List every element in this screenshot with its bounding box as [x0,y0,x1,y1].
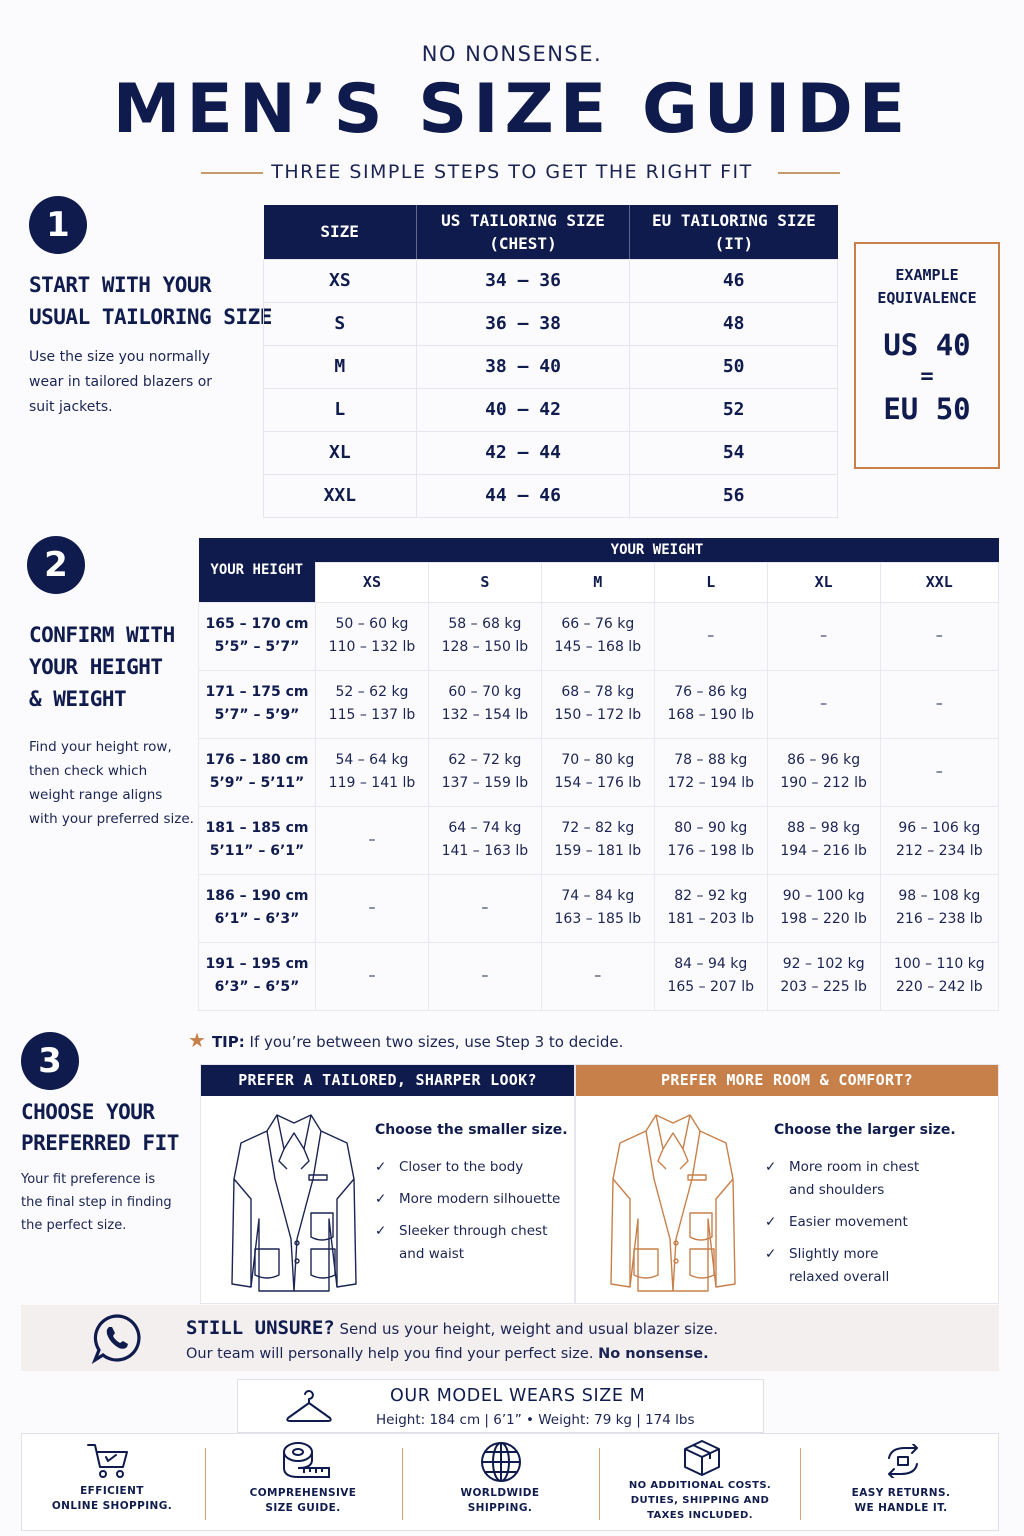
step-3-desc-line: Your fit preference is [21,1172,156,1187]
example-equals: = [920,364,934,389]
height-cell [199,874,316,942]
feature-line: DUTIES, SHIPPING AND [630,1495,770,1506]
returns-icon [881,1444,925,1478]
divider [599,1448,600,1520]
weight-kg: – [935,695,943,712]
weight-lb: 159 – 181 lb [554,843,642,859]
features-footer [21,1433,999,1531]
tailored-fit-list [375,1156,565,1275]
fit-list-item: ✓ More room in chest and shoulders [765,1156,930,1202]
feature-line: EFFICIENT [80,1485,144,1497]
step-1-desc-line: wear in tailored blazers or [29,374,213,390]
height-ft: 5’9” – 5’11” [209,775,305,791]
weight-kg: 68 – 78 kg [561,684,635,700]
weight-lb: 176 – 198 lb [667,843,755,859]
feature-line: WORLDWIDE [460,1487,540,1499]
height-ft: 5’11” – 6’1” [209,843,305,859]
height-cell [199,806,316,874]
table-row [199,874,999,942]
weight-kg: 60 – 70 kg [448,684,522,700]
cell-us: 36 – 38 [416,302,630,345]
cell-size: S [264,302,417,345]
step-1-title-line: START WITH YOUR [29,273,212,297]
step-1-desc-line: Use the size you normally [29,349,211,365]
weight-lb: 141 – 163 lb [441,843,529,859]
height-weight-table [198,538,999,1011]
fit-list-item: ✓ Slightly more relaxed overall [765,1243,930,1289]
weight-lb: 212 – 234 lb [896,843,983,859]
cell-us: 38 – 40 [416,345,630,388]
height-cell [199,602,316,670]
cell-size: XL [264,431,417,474]
weight-kg: – [368,967,376,984]
cell-eu: 56 [630,474,838,517]
height-ft: 5’5” – 5’7” [214,639,300,655]
step-2-description [29,735,194,831]
weight-cell [428,806,541,874]
cell-us: 40 – 42 [416,388,630,431]
weight-kg: 90 – 100 kg [782,888,865,904]
feature-line: SHIPPING. [467,1502,533,1514]
weight-kg: 50 – 60 kg [335,616,409,632]
step-3-desc-line: the final step in finding [21,1195,172,1210]
weight-kg: – [820,627,828,644]
step-2-title-line: CONFIRM WITH [29,623,175,647]
cell-eu: 50 [630,345,838,388]
weight-lb: 220 – 242 lb [896,979,983,995]
cell-eu: 52 [630,388,838,431]
table-row [264,474,838,517]
weight-cell [654,942,767,1010]
fit-list-item: ✓ Closer to the body [375,1156,565,1179]
feature-line: TAXES INCLUDED. [647,1510,753,1521]
weight-kg: 58 – 68 kg [448,616,522,632]
weight-kg: 82 – 92 kg [674,888,748,904]
weight-kg: 84 – 94 kg [674,956,748,972]
step-3-description [21,1168,172,1237]
table-row [264,259,838,302]
example-eu: EU 50 [883,392,971,426]
feature-text [22,1484,202,1514]
col-eu-header-line: (IT) [714,233,754,253]
weight-cell [316,806,429,874]
step-2-title [29,619,175,715]
model-title: OUR MODEL WEARS SIZE M [390,1386,646,1406]
comfort-fit-list [765,1156,930,1298]
table-row [199,670,999,738]
weight-lb: 172 – 194 lb [667,775,755,791]
weight-cell [654,670,767,738]
weight-cell [541,738,654,806]
col-us-header-line: US TAILORING SIZE [441,210,605,230]
weight-kg: – [594,967,602,984]
height-ft: 6’1” – 6’3” [214,911,300,927]
weight-lb: 198 – 220 lb [780,911,867,927]
weight-lb: 110 – 132 lb [328,639,416,655]
weight-kg: 80 – 90 kg [674,820,748,836]
weight-kg: 74 – 84 kg [561,888,635,904]
weight-kg: – [481,967,489,984]
cell-us: 42 – 44 [416,431,630,474]
weight-cell [316,670,429,738]
height-cm: 181 – 185 cm [205,820,309,836]
col-us-header [416,205,630,259]
weight-lb: 119 – 141 lb [328,775,416,791]
cell-us: 44 – 46 [416,474,630,517]
height-cell [199,670,316,738]
step-2-title-line: YOUR HEIGHT [29,655,163,679]
blazer-navy-icon [229,1109,359,1294]
weight-lb: 165 – 207 lb [667,979,755,995]
tip [188,1028,623,1052]
weight-kg: 66 – 76 kg [561,616,635,632]
example-label-line: EXAMPLE [895,266,959,284]
weight-cell [767,942,880,1010]
weight-kg: 70 – 80 kg [561,752,635,768]
weight-lb: 132 – 154 lb [441,707,529,723]
cell-size: L [264,388,417,431]
cell-size: XXL [264,474,417,517]
still-unsure-text2: Our team will personally help you find your perfect size. [186,1346,594,1362]
weight-cell [541,670,654,738]
height-cm: 191 – 195 cm [205,956,309,972]
col-us-header-line: (CHEST) [489,233,557,253]
col-height-header: YOUR HEIGHT [199,538,316,602]
weight-kg: – [707,627,715,644]
weight-kg: 62 – 72 kg [448,752,522,768]
weight-lb: 168 – 190 lb [667,707,755,723]
weight-lb: 190 – 212 lb [780,775,867,791]
fit-list-item: ✓ Easier movement [765,1211,930,1234]
divider-right [778,172,840,174]
still-unsure-text: Send us your height, weight and usual blazer size. [339,1320,719,1338]
weight-kg: 86 – 96 kg [787,752,861,768]
example-label [856,264,998,310]
weight-cell [880,738,998,806]
globe-icon [479,1440,523,1484]
weight-lb: 163 – 185 lb [554,911,642,927]
feature-text [405,1486,595,1516]
tailored-fit-panel [200,1064,575,1304]
table-row [199,806,999,874]
table-row [264,431,838,474]
step-3-title-line: PREFERRED FIT [21,1131,179,1155]
height-cm: 176 – 180 cm [205,752,309,768]
comfort-fit-lead: Choose the larger size. [774,1122,956,1138]
step-3-title [21,1097,179,1159]
weight-cell [428,874,541,942]
feature-line: NO ADDITIONAL COSTS. [628,1480,772,1491]
still-unsure-line1 [186,1317,718,1339]
divider [205,1448,206,1520]
weight-lb: 216 – 238 lb [896,911,983,927]
tailored-fit-lead: Choose the smaller size. [375,1122,568,1138]
feature-no-costs [602,1434,798,1532]
weight-kg: 52 – 62 kg [335,684,409,700]
col-eu-header [630,205,838,259]
size-col-header: XXL [880,562,998,602]
divider [800,1448,801,1520]
subtitle: THREE SIMPLE STEPS TO GET THE RIGHT FIT [271,161,753,183]
example-label-line: EQUIVALENCE [877,289,977,307]
weight-cell [316,942,429,1010]
step-3-title-line: CHOOSE YOUR [21,1100,155,1124]
weight-cell [541,602,654,670]
weight-lb: 137 – 159 lb [441,775,529,791]
step-2-desc-line: weight range aligns [29,787,163,803]
size-col-header: L [654,562,767,602]
model-details: Height: 184 cm | 6’1” • Weight: 79 kg | 174 lbs [376,1412,695,1428]
weight-cell [880,806,998,874]
weight-cell [428,942,541,1010]
comfort-fit-panel [575,1064,999,1304]
col-eu-header-line: EU TAILORING SIZE [652,210,816,230]
cell-size: XS [264,259,417,302]
weight-kg: – [368,831,376,848]
cart-icon [86,1442,130,1480]
step-2-desc-line: Find your height row, [29,739,172,755]
tape-measure-icon [282,1440,332,1482]
weight-cell [428,738,541,806]
weight-cell [654,874,767,942]
feature-text [602,1478,798,1523]
feature-line: WE HANDLE IT. [854,1502,948,1514]
feature-returns [803,1434,999,1532]
weight-lb: 128 – 150 lb [441,639,529,655]
size-col-header: M [541,562,654,602]
weight-cell [654,738,767,806]
step-2-title-line: & WEIGHT [29,687,127,711]
weight-cell [880,942,998,1010]
whatsapp-icon[interactable] [91,1312,143,1364]
still-unsure-line2 [186,1346,709,1362]
weight-cell [767,602,880,670]
feature-line: COMPREHENSIVE [249,1487,357,1499]
weight-kg: 54 – 64 kg [335,752,409,768]
height-cell [199,942,316,1010]
still-unsure-banner [21,1305,999,1371]
example-equivalence-box [854,242,1000,469]
feature-text [803,1486,999,1516]
height-cm: 171 – 175 cm [205,684,309,700]
weight-cell [428,602,541,670]
model-info [237,1379,764,1433]
weight-cell [654,806,767,874]
weight-cell [880,874,998,942]
weight-cell [880,602,998,670]
weight-cell [428,670,541,738]
step-2-desc-line: then check which [29,763,148,779]
weight-cell [767,670,880,738]
tip-text: If you’re between two sizes, use Step 3 to decide. [249,1033,624,1051]
cell-us: 34 – 36 [416,259,630,302]
table-row [199,602,999,670]
step-1-title-line: USUAL TAILORING SIZE [29,305,272,329]
weight-kg: – [481,899,489,916]
height-cm: 165 – 170 cm [205,616,309,632]
step-2-badge: 2 [27,536,85,594]
height-ft: 6’3” – 6’5” [214,979,300,995]
step-3-desc-line: the perfect size. [21,1218,127,1233]
tailored-fit-heading: PREFER A TAILORED, SHARPER LOOK? [201,1065,574,1096]
weight-kg: 72 – 82 kg [561,820,635,836]
feature-line: SIZE GUIDE. [265,1502,341,1514]
tailoring-size-table [263,205,838,518]
size-col-header: S [428,562,541,602]
weight-lb: 115 – 137 lb [328,707,416,723]
feature-text [208,1486,398,1516]
height-cell [199,738,316,806]
weight-cell [541,942,654,1010]
weight-cell [541,806,654,874]
weight-kg: – [935,627,943,644]
cell-size: M [264,345,417,388]
tip-label: TIP: [211,1033,245,1051]
no-nonsense-text: No nonsense. [598,1346,709,1362]
table-row [264,302,838,345]
table-row [199,738,999,806]
table-row [199,942,999,1010]
col-size-header: SIZE [264,205,417,259]
cell-eu: 46 [630,259,838,302]
weight-kg: 64 – 74 kg [448,820,522,836]
weight-cell [316,602,429,670]
weight-kg: 76 – 86 kg [674,684,748,700]
hanger-icon [285,1386,333,1426]
star-icon: ★ [188,1028,206,1052]
weight-kg: – [368,899,376,916]
weight-cell [767,874,880,942]
step-3-badge: 3 [21,1032,79,1090]
step-2-desc-line: with your preferred size. [29,811,194,827]
box-icon [682,1439,722,1477]
step-1-title [29,269,272,333]
weight-lb: 150 – 172 lb [554,707,642,723]
feature-line: ONLINE SHOPPING. [51,1500,173,1512]
cell-eu: 48 [630,302,838,345]
size-col-header: XS [316,562,429,602]
table-row [264,388,838,431]
page-title: MEN’S SIZE GUIDE [112,70,912,149]
weight-cell [654,602,767,670]
weight-kg: 96 – 106 kg [898,820,981,836]
example-us: US 40 [883,328,971,362]
weight-cell [767,806,880,874]
feature-shopping [22,1434,202,1532]
height-ft: 5’7” – 5’9” [214,707,300,723]
weight-kg: 98 – 108 kg [898,888,981,904]
blazer-tan-icon [608,1109,738,1294]
weight-cell [880,670,998,738]
still-unsure-title: STILL UNSURE? [186,1317,335,1339]
weight-kg: – [820,695,828,712]
weight-kg: 100 – 110 kg [893,956,985,972]
weight-lb: 145 – 168 lb [554,639,642,655]
weight-lb: 154 – 176 lb [554,775,642,791]
comfort-fit-heading: PREFER MORE ROOM & COMFORT? [576,1065,998,1096]
col-weight-header: YOUR WEIGHT [316,538,999,562]
weight-cell [316,738,429,806]
weight-kg: 88 – 98 kg [787,820,861,836]
weight-kg: 78 – 88 kg [674,752,748,768]
step-1-desc-line: suit jackets. [29,399,113,415]
kicker: NO NONSENSE. [421,42,603,66]
weight-cell [541,874,654,942]
weight-lb: 203 – 225 lb [780,979,867,995]
step-1-badge: 1 [29,196,87,254]
weight-kg: 92 – 102 kg [782,956,865,972]
table-row [264,345,838,388]
weight-cell [767,738,880,806]
divider [402,1448,403,1520]
step-1-description [29,345,212,420]
feature-shipping [405,1434,595,1532]
weight-lb: 194 – 216 lb [780,843,867,859]
size-col-header: XL [767,562,880,602]
fit-list-item: ✓ Sleeker through chest and waist [375,1220,565,1266]
weight-kg: – [935,763,943,780]
weight-lb: 181 – 203 lb [667,911,755,927]
cell-eu: 54 [630,431,838,474]
feature-size-guide [208,1434,398,1532]
feature-line: EASY RETURNS. [851,1487,951,1499]
height-cm: 186 – 190 cm [205,888,309,904]
weight-cell [316,874,429,942]
fit-list-item: ✓ More modern silhouette [375,1188,565,1211]
